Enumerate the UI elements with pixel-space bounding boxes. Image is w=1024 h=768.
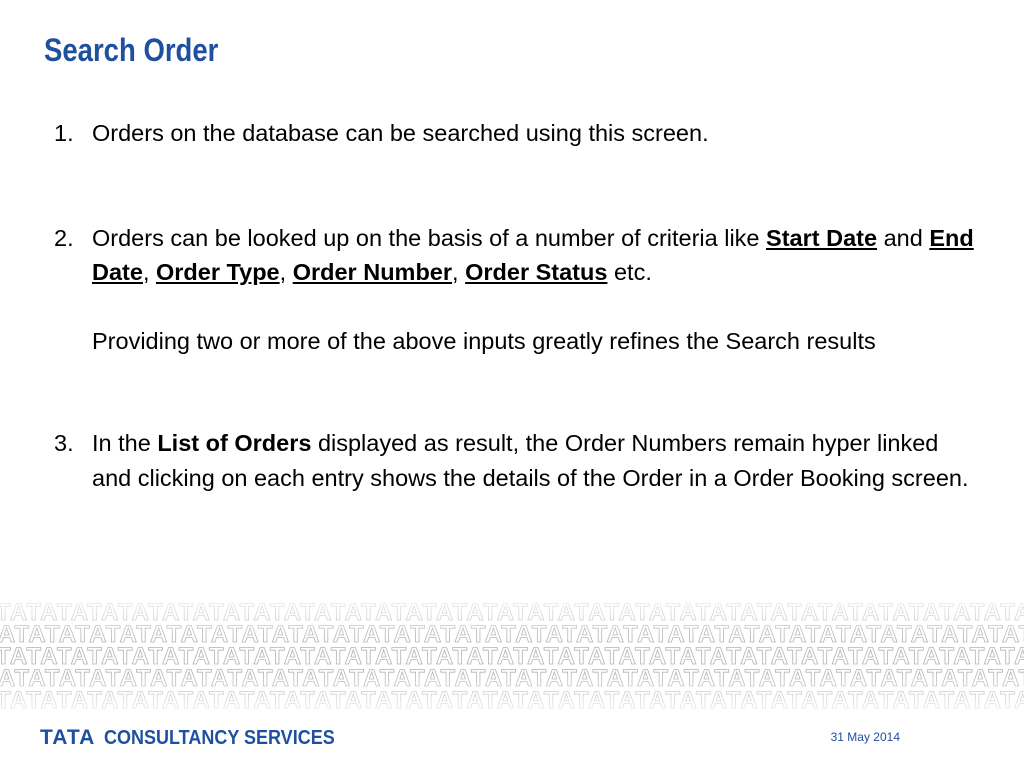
list-item [54, 221, 979, 359]
and-word: and [877, 224, 930, 251]
results-before: In the [92, 430, 158, 456]
item-number: 3. [54, 430, 74, 456]
criteria-paragraph [92, 221, 979, 290]
term-order-status[interactable]: Order Status [465, 259, 608, 285]
term-list-of-orders: List of Orders [157, 430, 312, 456]
item-body [92, 116, 979, 151]
separator: , [452, 259, 466, 285]
criteria-note: Providing two or more of the above inputs greatly refines the Search results [92, 327, 876, 354]
item-number: 1. [54, 120, 74, 146]
content-list [54, 116, 979, 495]
tata-pattern-band [0, 600, 1024, 712]
separator: , [279, 259, 293, 285]
term-order-number[interactable]: Order Number [292, 259, 453, 285]
logo-tata-mark: TATA [40, 726, 96, 749]
list-item [54, 116, 979, 151]
results-after: displayed as result, the Order Numbers remain hyper linked and clicking on each entry shows the details of the Order in a Order Booking screen. [92, 430, 969, 491]
item-body [92, 221, 979, 359]
results-paragraph [92, 426, 979, 495]
term-order-type[interactable]: Order Type [156, 259, 280, 285]
list-item [54, 426, 979, 495]
criteria-intro: Orders can be looked up on the basis of a number of criteria like [92, 224, 767, 251]
item-text: Orders on the database can be searched using this screen. [92, 120, 709, 146]
slide-title: Search Order [44, 32, 219, 68]
slide-date: 31 May 2014 [830, 730, 900, 744]
term-end-date[interactable]: End Date [92, 224, 974, 285]
item-number: 2. [54, 224, 74, 251]
separator: , [142, 259, 156, 285]
item-body [92, 426, 979, 495]
term-start-date[interactable]: Start Date [766, 224, 878, 251]
criteria-outro: etc. [607, 259, 652, 285]
logo-company-name: CONSULTANCY SERVICES [104, 726, 336, 749]
tcs-logo [40, 725, 361, 751]
